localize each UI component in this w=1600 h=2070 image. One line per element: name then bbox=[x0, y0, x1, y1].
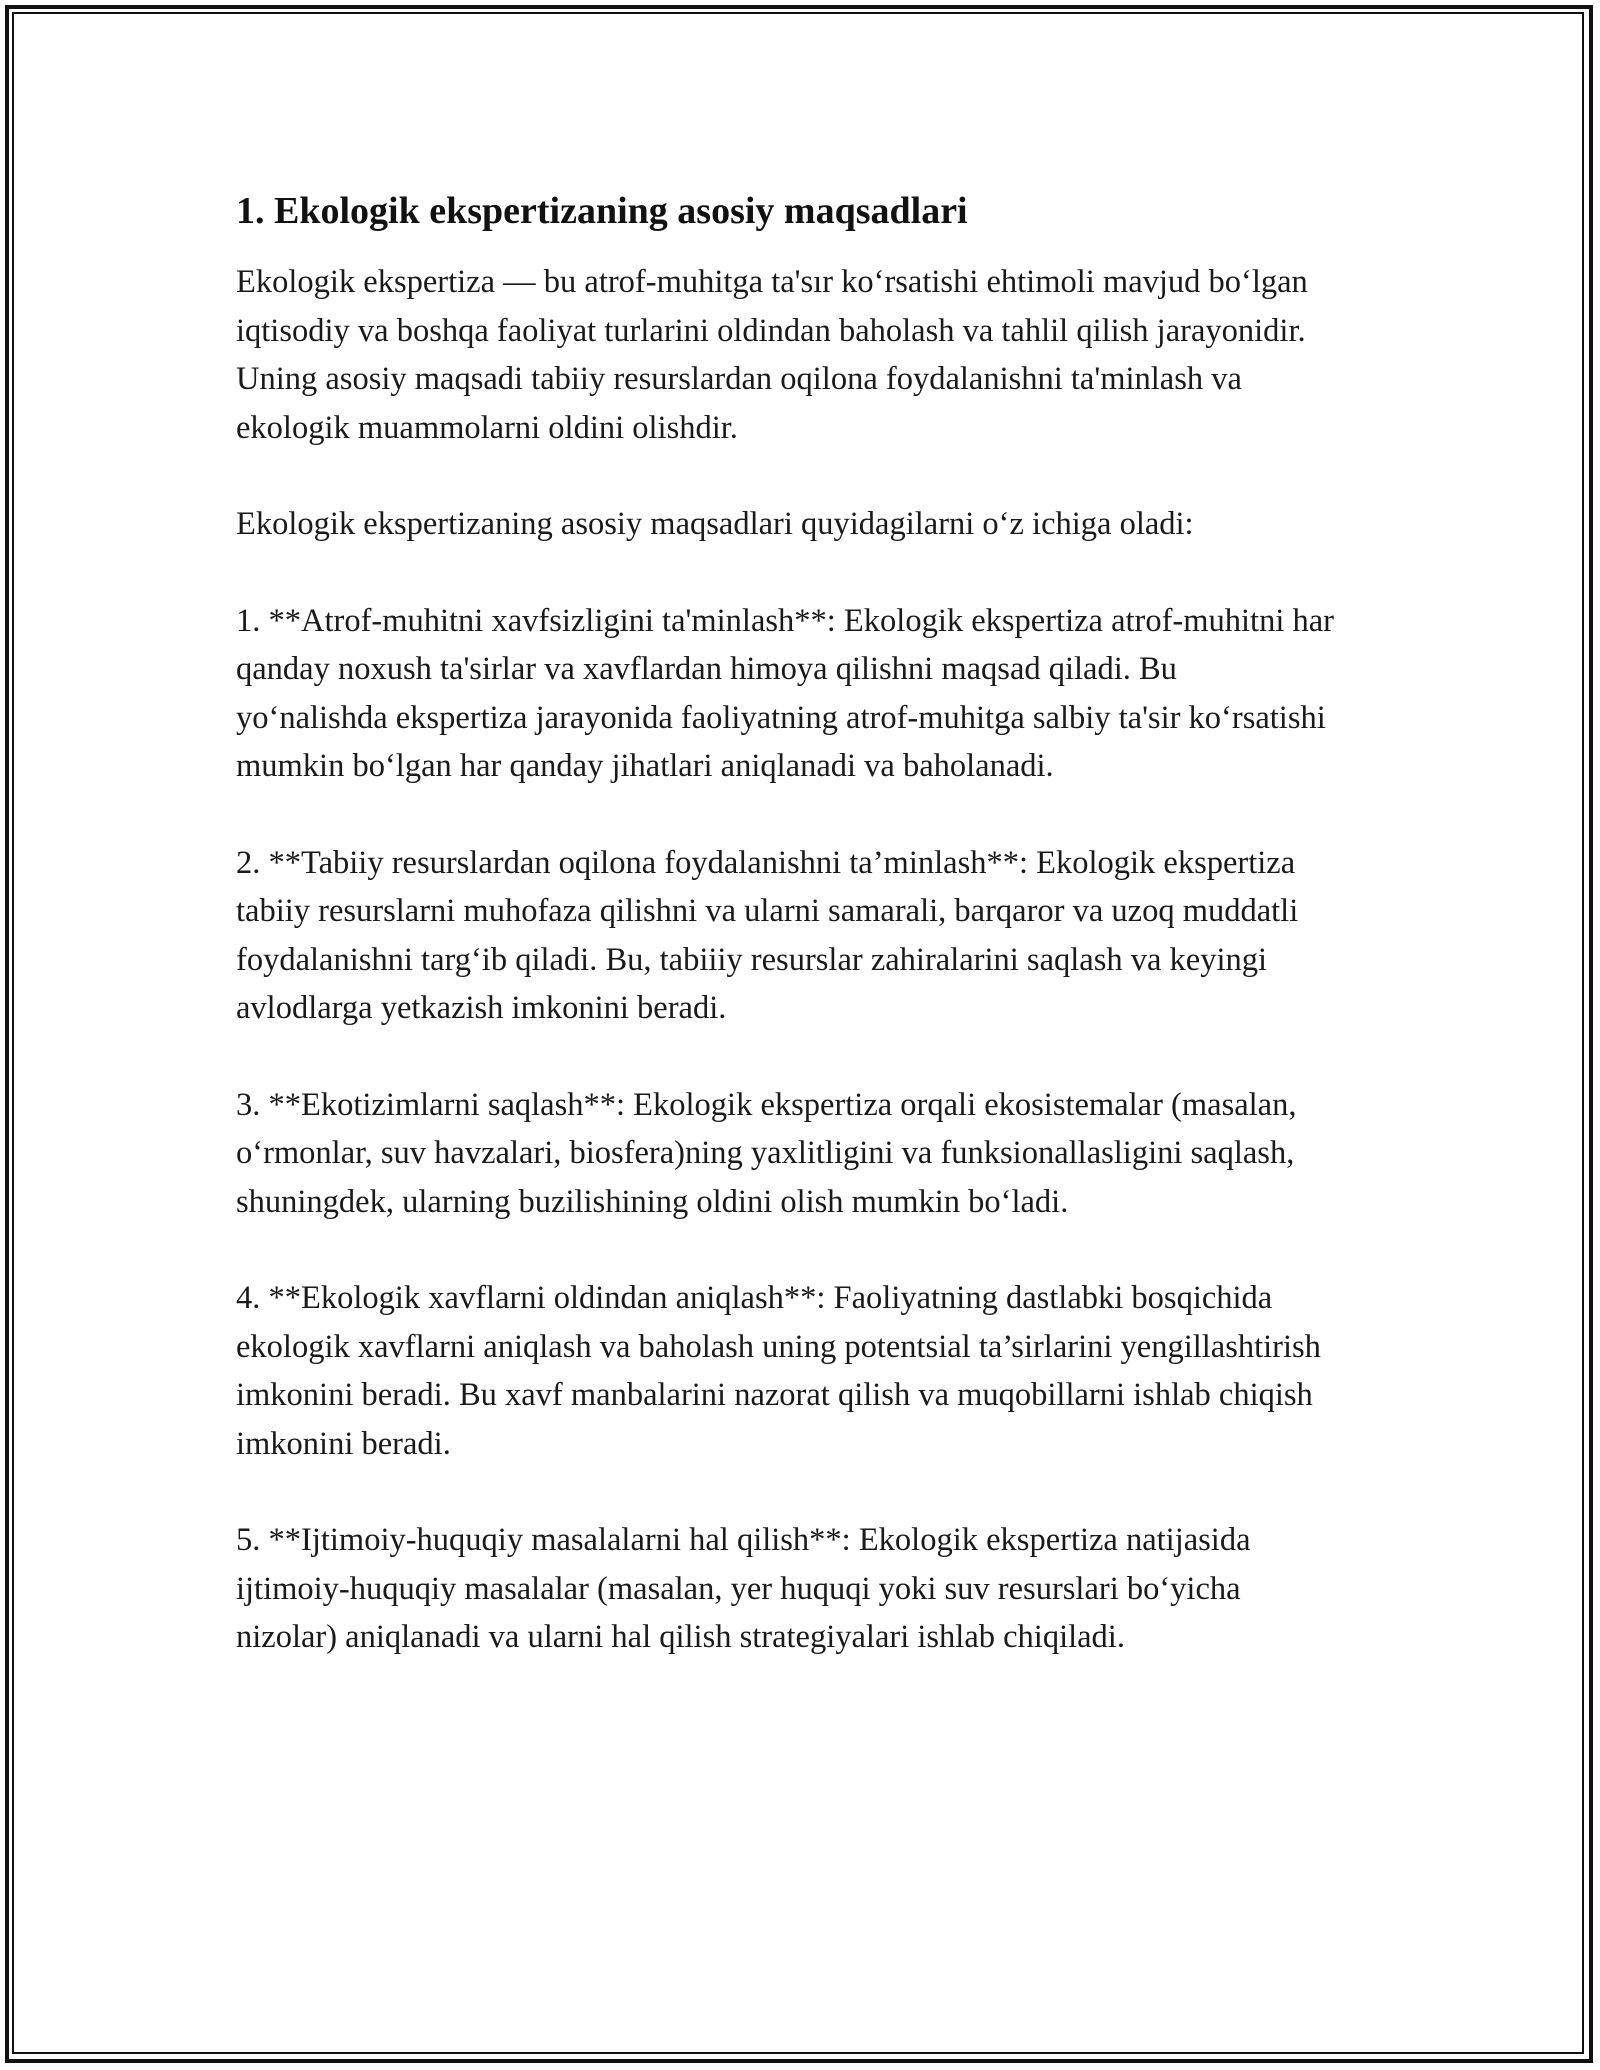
list-item-2: 2. **Tabiiy resurslardan oqilona foydalanishni ta’minlash**: Ekologik ekspertiza tabiiy resurslarni muhofaza qilishni va ularni samarali, barqaror va uzoq muddatli foydalanishni targ‘ib qiladi. Bu, tabiiiy resurslar zahiralarini saqlash va keyingi avlodlarga yetkazish imkonini beradi. bbox=[236, 844, 1299, 1026]
list-item-1: 1. **Atrof-muhitni xavfsizligini ta'minlash**: Ekologik ekspertiza atrof-muhitni har qanday noxush ta'sirlar va xavflardan himoya qilishni maqsad qiladi. Bu yo‘nalishda ekspertiza jarayonida faoliyatning atrof-muhitga salbiy ta'sir ko‘rsatishi mumkin bo‘lgan har qanday jihatlari aniqlanadi va baholanadi. bbox=[236, 602, 1334, 784]
list-item-3: 3. **Ekotizimlarni saqlash**: Ekologik ekspertiza orqali ekosistemalar (masalan, o‘rmonlar, suv havzalari, biosfera)ning yaxlitligini va funksionallasligini saqlash, shuningdek, ularning buzilishining oldini olish mumkin bo‘ladi. bbox=[236, 1086, 1297, 1220]
document-body bbox=[236, 186, 1336, 1710]
intro-paragraph: Ekologik ekspertiza — bu atrof-muhitga ta'sır ko‘rsatishi ehtimoli mavjud bo‘lgan iqtisodiy va boshqa faoliyat turlarini oldindan baholash va tahlil qilish jarayonidir. Uning asosiy maqsadi tabiiy resurslardan oqilona foydalanishni ta'minlash va ekologik muammolarni oldini olishdir. bbox=[236, 264, 1308, 446]
list-item-4: 4. **Ekologik xavflarni oldindan aniqlash**: Faoliyatning dastlabki bosqichida ekologik xavflarni aniqlash va baholash uning potentsial ta’sirlarini yengillashtirish imkonini beradi. Bu xavf manbalarini nazorat qilish va muqobillarni ishlab chiqish imkonini beradi. bbox=[236, 1280, 1321, 1462]
document-heading: 1. Ekologik ekspertizaning asosiy maqsadlari bbox=[236, 190, 968, 232]
list-item-5: 5. **Ijtimoiy-huquqiy masalalarni hal qilish**: Ekologik ekspertiza natijasida ijtimoiy-huquqiy masalalar (masalan, yer huquqi yoki suv resurslari bo‘yicha nizolar) aniqlanadi va ularni hal qilish strategiyalari ishlab chiqiladi. bbox=[236, 1522, 1251, 1655]
list-intro-paragraph: Ekologik ekspertizaning asosiy maqsadlari quyidagilarni o‘z ichiga oladi: bbox=[236, 506, 1194, 542]
